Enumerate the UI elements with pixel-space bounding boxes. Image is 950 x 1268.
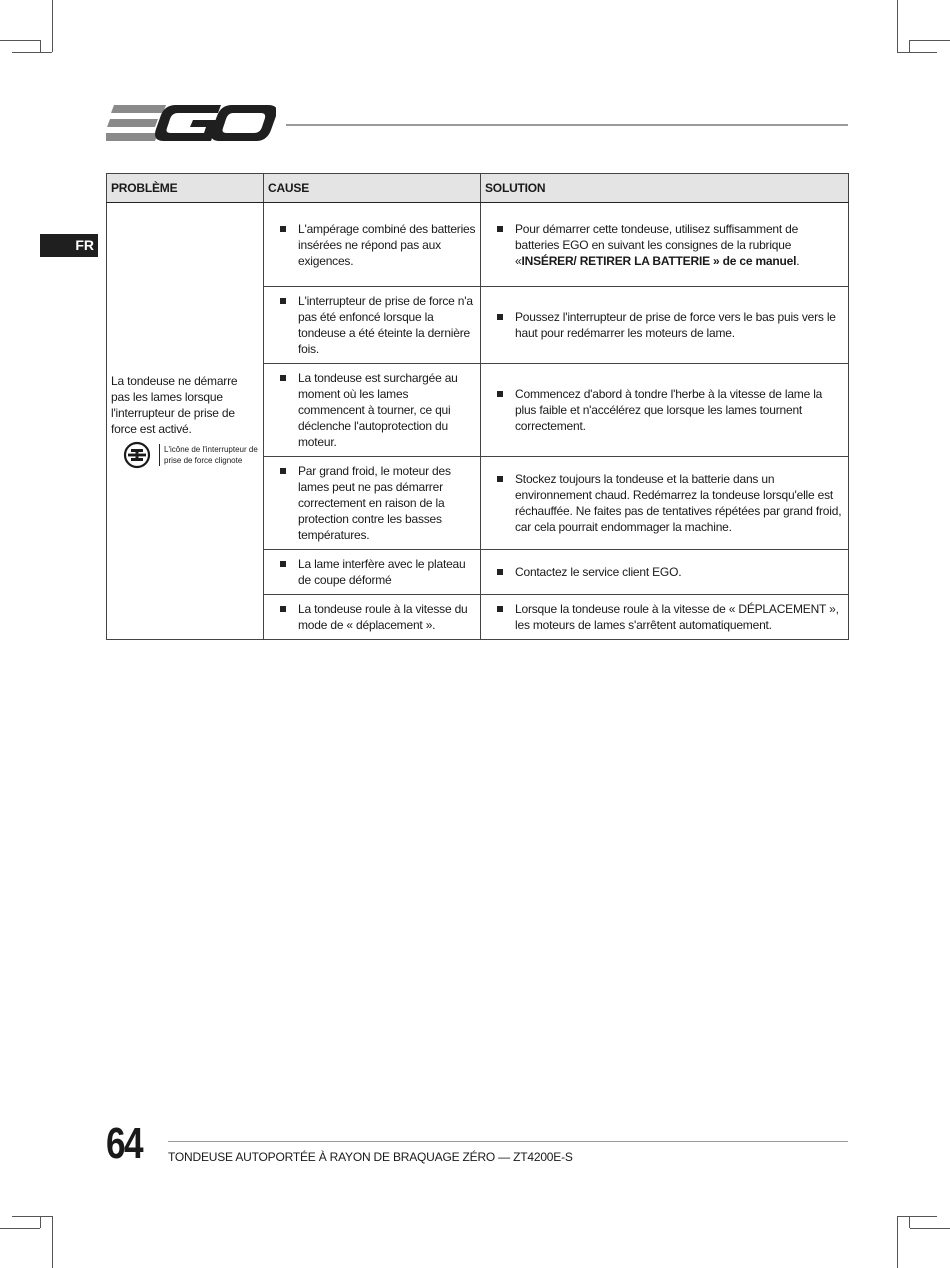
solution-text: Commencez d'abord à tondre l'herbe à la vitesse de lame la plus faible et n'accélérez que lorsque les lames tournent correctement. [515, 387, 823, 433]
page-number: 64 [106, 1119, 142, 1168]
solution-text-pre: Pour démarrer cette tondeuse, utilisez suffisamment de batteries EGO en suivant les consignes de la rubrique « [515, 221, 799, 268]
cause-cell [264, 457, 481, 550]
bullet-square [497, 606, 503, 612]
ego-logo-graphic [106, 102, 276, 144]
solution-bullet [497, 386, 844, 434]
table-header-row [107, 174, 849, 203]
solution-bullet [497, 471, 844, 535]
solution-cell [481, 595, 849, 640]
problem-cell [107, 203, 264, 640]
language-tab: FR [40, 234, 98, 257]
crop-mark [909, 1216, 910, 1228]
solution-cell [481, 364, 849, 457]
cause-text: Par grand froid, le moteur des lames peut ne pas démarrer correctement en raison de la protection contre les basses températures. [298, 464, 451, 542]
bullet-square [497, 314, 503, 320]
solution-cell [481, 203, 849, 287]
solution-text-post: . [796, 253, 800, 268]
crop-mark [12, 1216, 52, 1217]
crop-mark [897, 1216, 898, 1268]
solution-bullet [497, 221, 844, 269]
bullet-square [280, 298, 286, 304]
crop-mark [897, 0, 898, 52]
bullet-square [280, 468, 286, 474]
cause-text: La lame interfère avec le plateau de coupe déformé [298, 557, 466, 587]
column-header-problem: PROBLÈME [107, 174, 264, 203]
solution-text: Contactez le service client EGO. [515, 565, 682, 579]
header-rule [286, 124, 848, 126]
crop-mark [897, 52, 937, 53]
cause-cell [264, 550, 481, 595]
bullet-square [497, 391, 503, 397]
column-header-cause: CAUSE [264, 174, 481, 203]
solution-bullet [497, 601, 844, 633]
crop-mark [910, 1228, 950, 1229]
table-row [107, 203, 849, 287]
bullet-square [497, 569, 503, 575]
crop-mark [910, 40, 950, 41]
crop-mark [12, 52, 52, 53]
cause-cell [264, 203, 481, 287]
bullet-square [497, 226, 503, 232]
cause-text: L'ampérage combiné des batteries insérées ne répond pas aux exigences. [298, 221, 476, 268]
bullet-square [280, 375, 286, 381]
ego-logo [106, 102, 276, 144]
crop-mark [52, 1216, 53, 1268]
bullet-square [497, 476, 503, 482]
cause-text: L'interrupteur de prise de force n'a pas été enfoncé lorsque la tondeuse a été éteinte la dernière fois. [298, 294, 473, 356]
solution-bullet [497, 309, 844, 341]
cause-bullet [280, 601, 476, 633]
footer-title: TONDEUSE AUTOPORTÉE À RAYON DE BRAQUAGE ZÉRO — ZT4200E-S [168, 1150, 573, 1164]
cause-text: La tondeuse est surchargée au moment où les lames commencent à tourner, ce qui déclenche l'autoprotection du moteur. [298, 371, 458, 449]
pto-icon-caption: L'icône de l'interrupteur de prise de force clignote [159, 444, 259, 466]
solution-cell [481, 287, 849, 364]
cause-bullet [280, 556, 476, 588]
crop-mark [40, 1216, 41, 1228]
crop-mark [52, 0, 53, 52]
bullet-square [280, 606, 286, 612]
solution-text [515, 221, 844, 269]
pto-icon-note [123, 441, 259, 469]
solution-text: Stockez toujours la tondeuse et la batterie dans un environnement chaud. Redémarrez la tondeuse lorsqu'elle est réchauffée. Ne faites pas de tentatives répétées par grand froid, car cela pourrait endommager la machine. [515, 472, 842, 534]
solution-bullet [497, 564, 844, 580]
bullet-square [280, 226, 286, 232]
column-header-solution: SOLUTION [481, 174, 849, 203]
solution-text: Lorsque la tondeuse roule à la vitesse de « DÉPLACEMENT », les moteurs de lames s'arrêtent automatiquement. [515, 602, 839, 632]
crop-mark [909, 40, 910, 52]
solution-text: Poussez l'interrupteur de prise de force vers le bas puis vers le haut pour redémarrer les moteurs de lame. [515, 310, 836, 340]
crop-mark [0, 40, 40, 41]
solution-text-bold: INSÉRER/ RETIRER LA BATTERIE » de ce manuel [521, 253, 797, 268]
bullet-square [280, 561, 286, 567]
solution-cell [481, 457, 849, 550]
footer-rule [168, 1141, 848, 1142]
crop-mark [0, 1228, 40, 1229]
cause-bullet [280, 221, 476, 269]
pto-switch-icon [123, 441, 151, 469]
cause-cell [264, 364, 481, 457]
cause-cell [264, 287, 481, 364]
cause-bullet [280, 370, 476, 450]
cause-bullet [280, 293, 476, 357]
troubleshooting-table [106, 173, 849, 640]
crop-mark [40, 40, 41, 52]
crop-mark [897, 1216, 937, 1217]
problem-text: La tondeuse ne démarre pas les lames lorsque l'interrupteur de prise de force est activé. [111, 374, 238, 436]
cause-text: La tondeuse roule à la vitesse du mode de « déplacement ». [298, 602, 468, 632]
solution-cell [481, 550, 849, 595]
cause-bullet [280, 463, 476, 543]
cause-cell [264, 595, 481, 640]
